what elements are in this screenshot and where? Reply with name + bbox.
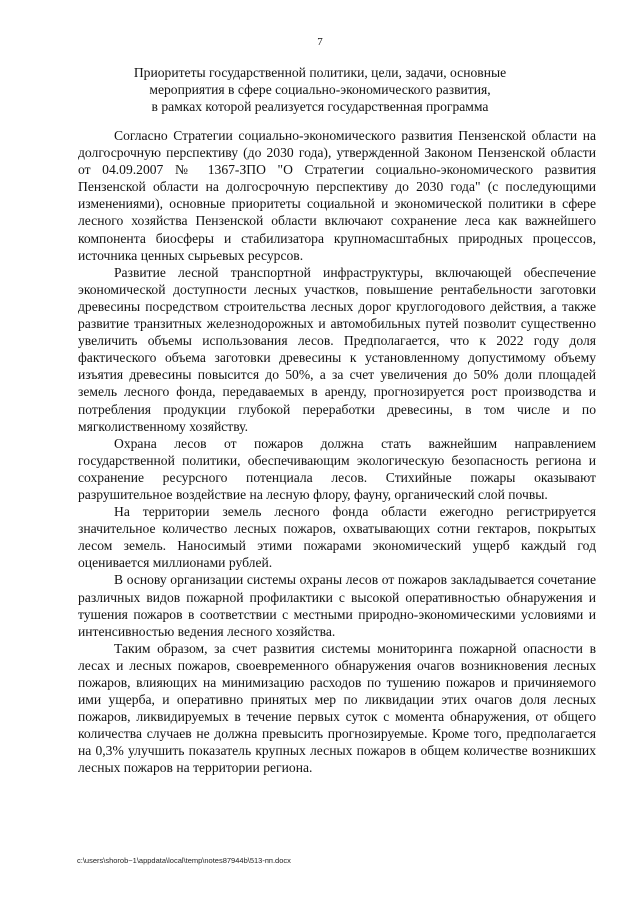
footer-file-path: c:\users\shorob~1\appdata\local\temp\notes87944b\513-пп.docx — [77, 856, 291, 865]
paragraph: Согласно Стратегии социально-экономического развития Пензенской области на долгосрочную перспективу (до 2030 года), утвержденной Законом Пензенской области от 04.09.2007 № 1367-ЗПО "О Стратегии социально-экономического развития Пензенской области на долгосрочную перспективу до 2030 года" (с последующими изменениями), основные приоритеты социальной и экономической политики в сфере лесного хозяйства Пензенской области включают сохранение леса как важнейшего компонента биосферы и стабилизатора крупномасштабных природных процессов, источника ценных сырьевых ресурсов. — [78, 128, 596, 263]
document-body — [78, 127, 596, 777]
paragraph: Развитие лесной транспортной инфраструктуры, включающей обеспечение экономической доступности лесных участков, повышение рентабельности заготовки древесины посредством строительства лесных дорог круглогодового действия, а также развитие транзитных железнодорожных и автомобильных путей позволит существенно увеличить объемы использования лесов. Предполагается, что к 2022 году доля фактического объема заготовки древесины к установленному допустимому объему изъятия древесины повысится до 50%, а за счет увеличения до 50% доли площадей земель лесного фонда, передаваемых в аренду, прогнозируется рост производства и потребления продукции глубокой переработки древесины, в том числе и по мягколиственному хозяйству. — [78, 264, 596, 434]
paragraph: Охрана лесов от пожаров должна стать важнейшим направлением государственной политики, обеспечивающим экологическую безопасность региона и сохранение ресурсного потенциала лесов. Стихийные пожары оказывают разрушительное воздействие на лесную флору, фауну, органический слой почвы. — [78, 435, 596, 502]
paragraph: В основу организации системы охраны лесов от пожаров закладывается сочетание различных видов пожарной профилактики с высокой оперативностью обнаружения и тушения пожаров в соответствии с местными природно-экономическими условиями и интенсивностью ведения лесного хозяйства. — [78, 572, 596, 639]
heading-line: в рамках которой реализуется государственная программа — [151, 99, 489, 114]
paragraph: На территории земель лесного фонда области ежегодно регистрируется значительное количество лесных пожаров, охватывающих сотни гектаров, покрытых лесом земель. Наносимый этими пожарами экономический ущерб каждый год оценивается миллионами рублей. — [78, 504, 596, 571]
heading-line: Приоритеты государственной политики, цели, задачи, основные — [133, 65, 507, 80]
heading-line: мероприятия в сфере социально-экономического развития, — [149, 82, 491, 97]
page-number: 7 — [317, 36, 323, 48]
paragraph: Таким образом, за счет развития системы мониторинга пожарной опасности в лесах и лесных пожаров, своевременного обнаружения очагов возникновения лесных пожаров, влияющих на минимизацию расходов по тушению пожаров и причиняемого ими ущерба, и оперативно принятых мер по ликвидации этих очагов доля лесных пожаров, ликвидируемых в течение первых суток с момента обнаружения, от общего количества случаев не должна превысить прогнозируемые. Кроме того, предполагается на 0,3% улучшить показатель крупных лесных пожаров в общем количестве возникших лесных пожаров на территории региона. — [78, 640, 596, 776]
section-heading — [80, 64, 560, 115]
